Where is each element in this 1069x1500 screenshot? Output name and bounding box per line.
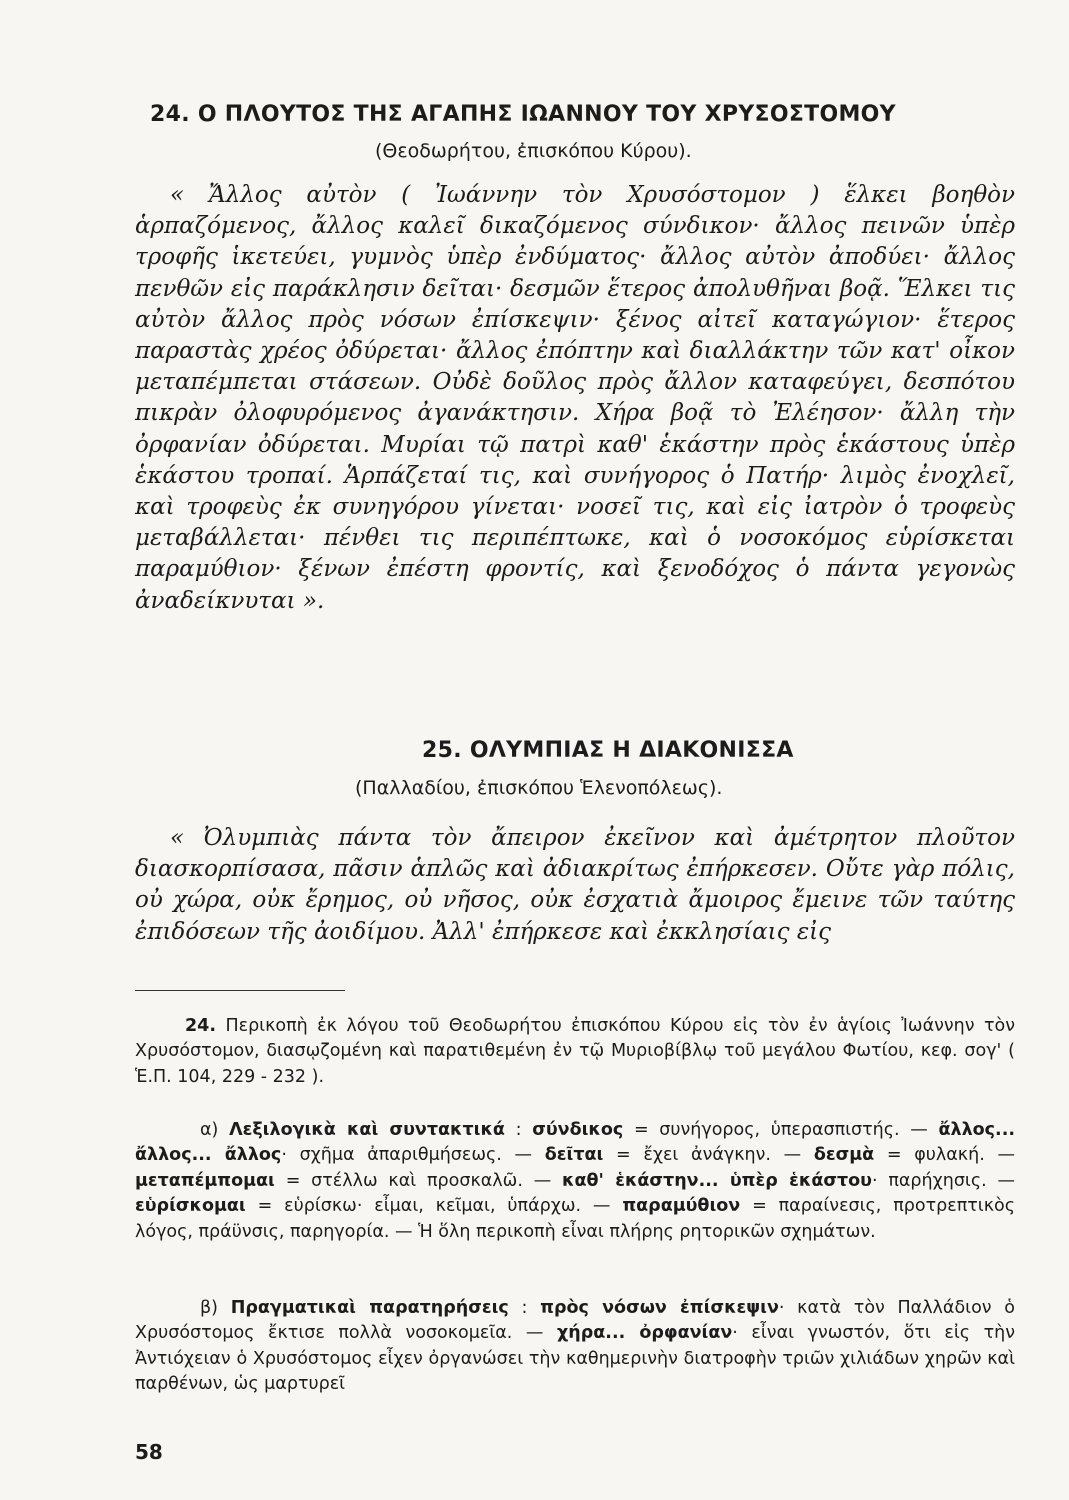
definition: = εὑρίσκω· εἶμαι, κεῖμαι, ὑπάρχω. — — [257, 1196, 611, 1217]
definition: · εἶναι γνωστόν, ὅτι εἰς τὴν Ἀντιόχειαν ὁ Χρυσόστομος εἶχεν ὀργανώσει τὴν καθημερινὴν διατροφὴν τριῶν χιλιάδων χηρῶν καὶ παρθένων, ὡς μαρτυρεῖ — [135, 1323, 1015, 1395]
footnote-b — [135, 1296, 1015, 1398]
term: καθ' ἑκάστην... ὑπὲρ ἑκάστου — [562, 1170, 872, 1191]
footnote-intro — [135, 1014, 1015, 1090]
footnote-number: 24. — [185, 1016, 217, 1036]
term: πρὸς νόσων ἐπίσκεψιν — [540, 1298, 779, 1318]
definition: = φυλακή. — — [886, 1145, 1015, 1166]
term: χήρα... ὀρφανίαν — [557, 1323, 733, 1344]
footnote-a — [135, 1118, 1015, 1245]
definition: = ἔχει ἀνάγκην. — — [616, 1145, 802, 1166]
definition: = συνήγορος, ὑπερασπιστής. — — [633, 1120, 928, 1140]
definition: · σχῆμα ἀπαριθμήσεως. — — [281, 1145, 533, 1166]
term: δεσμὰ — [813, 1145, 875, 1166]
footnote-b-label: β) — [200, 1298, 218, 1318]
section-24-heading: 24. Ο ΠΛΟΥΤΟΣ ΤΗΣ ΑΓΑΠΗΣ ΙΩΑΝΝΟΥ ΤΟΥ ΧΡΥΣΟΣΤΟΜΟΥ — [150, 102, 896, 127]
term: μεταπέμπομαι — [135, 1170, 275, 1191]
page-number: 58 — [135, 1440, 163, 1464]
term: σύνδικος — [532, 1120, 624, 1140]
term: δεῖται — [544, 1145, 604, 1166]
definition: = στέλλω καὶ προσκαλῶ. — — [285, 1170, 552, 1191]
section-25-source: (Παλλαδίου, ἐπισκόπου Ἑλενοπόλεως). — [355, 777, 723, 799]
footnote-divider — [135, 990, 345, 991]
footnote-a-label: α) — [200, 1120, 219, 1140]
footnote-intro-text: Περικοπὴ ἐκ λόγου τοῦ Θεοδωρήτου ἐπισκόπου Κύρου εἰς τὸν ἐν ἁγίοις Ἰωάννην τὸν Χρυσόστομον, διασῳζομένη καὶ παρατιθεμένη ἐν τῷ Μυριοβίβλῳ τοῦ μεγάλου Φωτίου, κεφ. σογ' ( Ἑ.Π. 104, 229 - 232 ). — [135, 1016, 1015, 1087]
footnote-b-heading: Πραγματικαὶ παρατηρήσεις — [230, 1298, 509, 1318]
term: εὑρίσκομαι — [135, 1196, 246, 1217]
footnote-a-heading: Λεξιλογικὰ καὶ συντακτικά — [229, 1120, 505, 1140]
separator: : — [521, 1298, 528, 1318]
definition: · παρήχησις. — — [871, 1170, 1015, 1191]
separator: : — [515, 1120, 522, 1140]
section-25-heading: 25. ΟΛΥΜΠΙΑΣ Η ΔΙΑΚΟΝΙΣΣΑ — [422, 738, 794, 763]
definition: = παραίνεσις, προτρεπτικὸς λόγος, πράϋνσις, παρηγορία. — Ἡ ὅλη περικοπὴ εἶναι πλήρης ρητορικῶν σχημάτων. — [135, 1196, 1015, 1242]
term: παραμύθιον — [622, 1196, 741, 1217]
section-24-source: (Θεοδωρήτου, ἐπισκόπου Κύρου). — [375, 140, 692, 162]
definition: · κατὰ τὸν Παλλάδιον ὁ Χρυσόστομος ἔκτισε πολλὰ νοσοκομεῖα. — — [135, 1298, 1015, 1344]
section-25-text: « Ὀλυμπιὰς πάντα τὸν ἄπειρον ἐκεῖνον καὶ ἀμέτρητον πλοῦτον διασκορπίσασα, πᾶσιν ἁπλῶς καὶ ἀδιακρίτως ἐπήρκεσεν. Οὔτε γὰρ πόλις, οὐ χώρα, οὐκ ἔρημος, οὐ νῆσος, οὐκ ἐσχατιὰ ἄμοιρος ἔμεινε τῶν ταύτης ἐπιδόσεων τῆς ἀοιδίμου. Ἀλλ' ἐπήρκεσε καὶ ἐκκλησίαις εἰς — [135, 825, 1015, 945]
term: ἄλλος... ἄλλος... ἄλλος — [135, 1120, 1015, 1166]
section-24-text: « Ἄλλος αὐτὸν ( Ἰωάννην τὸν Χρυσόστομον ) ἕλκει βοηθὸν ἁρπαζόμενος, ἄλλος καλεῖ δικαζόμενος σύνδικον· ἄλλος πεινῶν ὑπὲρ τροφῆς ἱκετεύει, γυμνὸς ὑπὲρ ἐνδύματος· ἄλλος αὐτὸν ἀποδύει· ἄλλος πενθῶν εἰς παράκλησιν δεῖται· δεσμῶν ἕτερος ἀπολυθῆναι βοᾷ. Ἕλκει τις αὐτὸν ἄλλος πρὸς νόσων ἐπίσκεψιν· ξένος αἰτεῖ καταγώγιον· ἕτερος παραστὰς χρέος ὀδύρεται· ἄλλος ἐπόπτην καὶ διαλλάκτην τῶν κατ' οἶκον μεταπέμπεται στάσεων. Οὐδὲ δοῦλος πρὸς ἄλλον καταφεύγει, δεσπότου πικρὰν ὀλοφυρόμενος ἀγανάκτησιν. Χήρα βοᾷ τὸ Ἐλέησον· ἄλλη τὴν ὀρφανίαν ὀδύρεται. Μυρίαι τῷ πατρὶ καθ' ἑκάστην πρὸς ἑκάστους ὑπὲρ ἑκάστου τροπαί. Ἁρπάζεταί τις, καὶ συνήγορος ὁ Πατήρ· λιμὸς ἐνοχλεῖ, καὶ τροφεὺς ἐκ συνηγόρου γίνεται· νοσεῖ τις, καὶ εἰς ἰατρὸν ὁ τροφεὺς μεταβάλλεται· πένθει τις περιπέπτωκε, καὶ ὁ νοσοκόμος εὑρίσκεται παραμύθιον· ξένων ἐπέστη φροντίς, καὶ ξενοδόχος ὁ πάντα γεγονὼς ἀναδείκνυται ». — [135, 182, 1015, 614]
